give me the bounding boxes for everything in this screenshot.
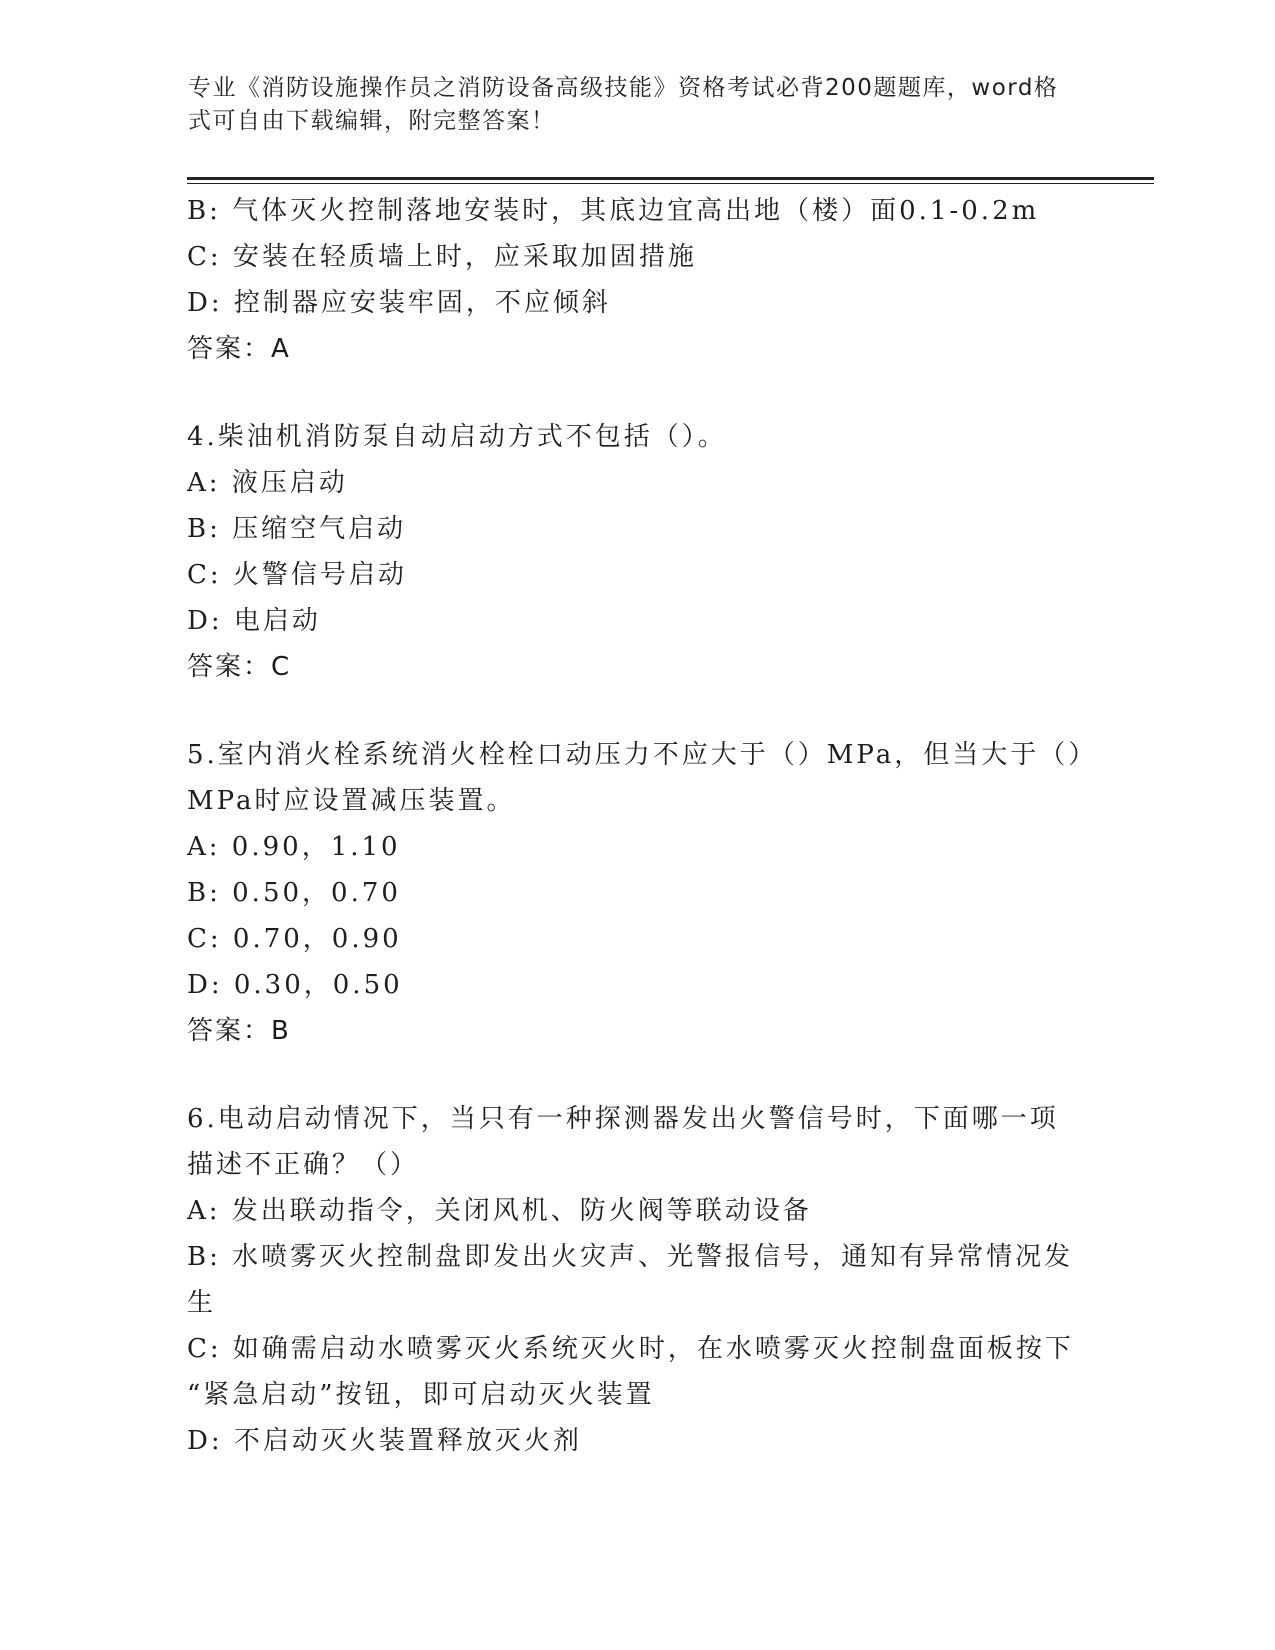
q4-answer: 答案：C bbox=[187, 652, 292, 682]
q5-question-line-2: MPa时应设置减压装置。 bbox=[187, 786, 516, 816]
question-5 bbox=[187, 732, 1098, 1054]
q4-option-b: B: 压缩空气启动 bbox=[187, 514, 407, 544]
q5-option-b: B: 0.50，0.70 bbox=[187, 878, 401, 908]
q6-option-c-line-1: C: 如确需启动水喷雾灭火系统灭火时，在水喷雾灭火控制盘面板按下 bbox=[187, 1334, 1074, 1364]
q4-question: 4.柴油机消防泵自动启动方式不包括（）。 bbox=[187, 422, 727, 452]
q4-option-c: C: 火警信号启动 bbox=[187, 560, 407, 590]
q6-option-b-line-2: 生 bbox=[187, 1288, 217, 1318]
q4-option-a: A: 液压启动 bbox=[187, 468, 348, 498]
question-content bbox=[187, 188, 1098, 1464]
q6-question-line-2: 描述不正确？（） bbox=[187, 1150, 420, 1180]
header-line-1: 专业《消防设施操作员之消防设备高级技能》资格考试必背200题题库，word格 bbox=[188, 75, 1059, 101]
question-6 bbox=[187, 1096, 1087, 1464]
q6-option-c-line-2: “紧急启动”按钮，即可启动灭火装置 bbox=[187, 1380, 655, 1410]
spacer bbox=[187, 372, 1087, 414]
header-rule-thin bbox=[187, 183, 1154, 184]
q5-option-a: A: 0.90，1.10 bbox=[187, 832, 401, 862]
spacer bbox=[187, 690, 1087, 732]
q6-option-d: D: 不启动灭火装置释放灭火剂 bbox=[187, 1426, 582, 1456]
q5-option-c: C: 0.70，0.90 bbox=[187, 924, 402, 954]
q3-option-c: C: 安装在轻质墙上时，应采取加固措施 bbox=[187, 242, 697, 272]
q6-option-b-line-1: B: 水喷雾灭火控制盘即发出火灾声、光警报信号，通知有异常情况发 bbox=[187, 1242, 1074, 1272]
spacer bbox=[187, 1054, 1087, 1096]
q4-option-d: D: 电启动 bbox=[187, 606, 321, 636]
q5-option-d: D: 0.30，0.50 bbox=[187, 970, 403, 1000]
header-rule-thick bbox=[187, 177, 1154, 180]
q5-answer: 答案：B bbox=[187, 1016, 291, 1046]
q3-answer: 答案：A bbox=[187, 334, 291, 364]
question-3 bbox=[187, 188, 1087, 372]
q3-option-d: D: 控制器应安装牢固，不应倾斜 bbox=[187, 288, 611, 318]
q6-option-a: A: 发出联动指令，关闭风机、防火阀等联动设备 bbox=[187, 1196, 812, 1226]
header-line-2: 式可自由下载编辑，附完整答案！ bbox=[188, 108, 556, 134]
question-4 bbox=[187, 414, 1087, 690]
q5-question-line-1: 5.室内消火栓系统消火栓栓口动压力不应大于（）MPa，但当大于（） bbox=[187, 740, 1098, 770]
page-header bbox=[188, 72, 1068, 138]
q3-option-b: B: 气体灭火控制落地安装时，其底边宜高出地（楼）面0.1-0.2m bbox=[187, 196, 1040, 226]
q6-question-line-1: 6.电动启动情况下，当只有一种探测器发出火警信号时，下面哪一项 bbox=[187, 1104, 1059, 1134]
